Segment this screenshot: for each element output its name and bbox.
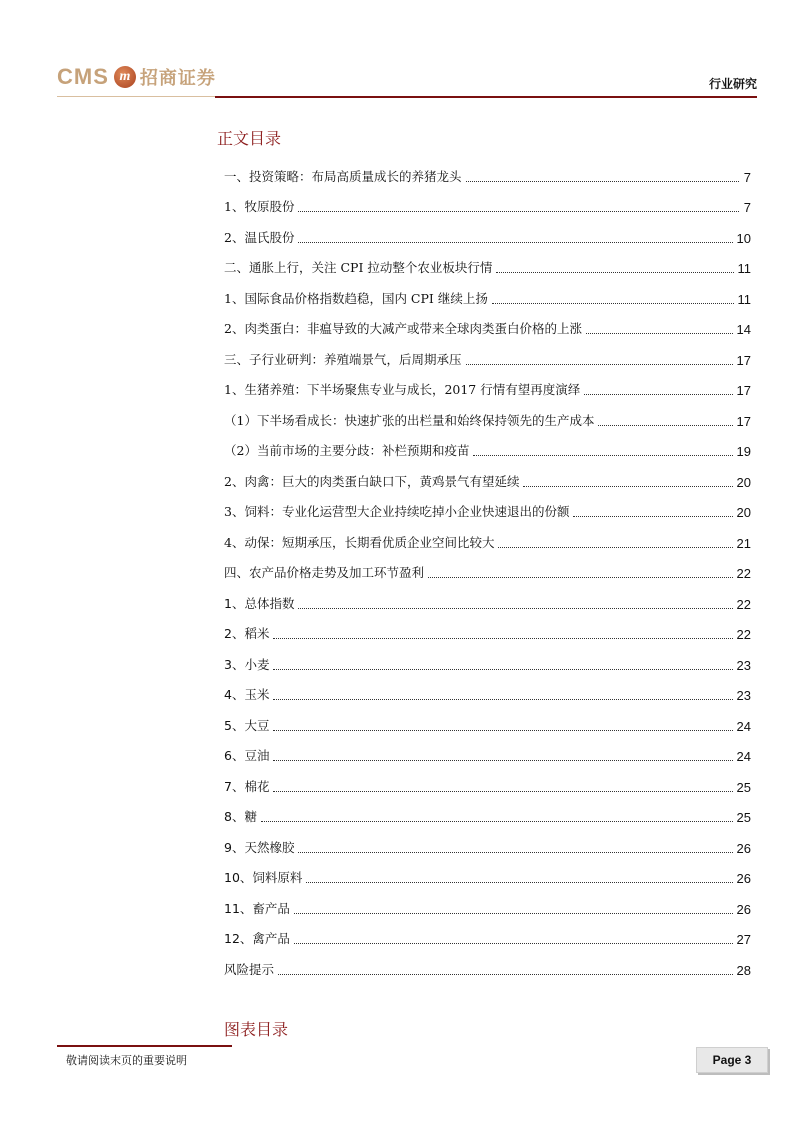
toc-entry-label: 1、生猪养殖：下半场聚焦专业与成长，2017 行情有望再度演绎 — [224, 382, 581, 397]
footer-disclaimer: 敬请阅读末页的重要说明 — [66, 1054, 187, 1067]
toc-dot-leader — [473, 455, 732, 456]
toc-dot-leader — [428, 577, 733, 578]
toc-entry[interactable] — [224, 553, 751, 584]
toc-entry-page: 20 — [736, 474, 751, 490]
toc-dot-leader — [466, 181, 739, 182]
toc-dot-leader — [298, 211, 739, 212]
toc-entry[interactable] — [224, 492, 751, 523]
toc-entry[interactable] — [224, 797, 751, 828]
toc-entry[interactable] — [224, 217, 751, 248]
toc-entry-label: 二、通胀上行，关注 CPI 拉动整个农业板块行情 — [224, 260, 493, 275]
toc-title: 正文目录 — [217, 129, 282, 148]
toc-entry-page: 7 — [743, 200, 751, 215]
toc-dot-leader — [273, 730, 732, 731]
toc-entry-label: 1、总体指数 — [224, 595, 295, 611]
toc-entry[interactable] — [224, 309, 751, 340]
toc-entry-page: 25 — [736, 810, 751, 825]
toc-entry-label: （1）下半场看成长：快速扩张的出栏量和始终保持领先的生产成本 — [224, 412, 595, 428]
toc-entry-label: 2、稻米 — [224, 626, 270, 641]
toc-dot-leader — [496, 272, 733, 273]
toc-entry[interactable] — [224, 431, 751, 462]
logo-chinese: 招商证券 — [139, 68, 216, 89]
toc-entry-label: 1、牧原股份 — [224, 199, 295, 214]
toc-entry-page: 26 — [736, 871, 751, 886]
figures-toc-title: 图表目录 — [224, 1020, 289, 1039]
toc-entry[interactable] — [224, 370, 751, 401]
toc-entry[interactable] — [224, 858, 751, 889]
toc-entry[interactable] — [224, 736, 751, 767]
toc-dot-leader — [492, 303, 734, 304]
toc-entry-page: 11 — [737, 261, 751, 276]
toc-entry-label: 三、子行业研判：养殖端景气，后周期承压 — [224, 351, 462, 367]
toc-entry[interactable] — [224, 248, 751, 279]
toc-entry-page: 20 — [736, 505, 751, 520]
toc-entry[interactable] — [224, 400, 751, 431]
toc-entry[interactable] — [224, 614, 751, 645]
toc-dot-leader — [273, 699, 732, 700]
toc-entry-label: 9、天然橡胶 — [224, 839, 295, 855]
toc-entry-label: 1、国际食品价格指数趋稳，国内 CPI 继续上扬 — [224, 290, 488, 306]
toc-entry-page: 22 — [736, 596, 751, 612]
toc-entry-label: 11、畜产品 — [224, 900, 290, 916]
toc-dot-leader — [278, 974, 733, 975]
toc-entry-label: 3、小麦 — [224, 656, 270, 672]
toc-entry-page: 11 — [737, 291, 751, 307]
toc-entry[interactable] — [224, 644, 751, 675]
toc-entry-page: 17 — [736, 383, 751, 398]
toc-entry-page: 25 — [736, 779, 751, 795]
toc-entry-label: 四、农产品价格走势及加工环节盈利 — [224, 565, 425, 580]
toc-dot-leader — [586, 333, 733, 334]
toc-entry-label: 4、玉米 — [224, 687, 270, 702]
toc-dot-leader — [273, 760, 732, 761]
header-divider-left — [57, 96, 215, 97]
page-header — [0, 0, 793, 100]
toc-entry-page: 17 — [736, 413, 751, 429]
toc-entry[interactable] — [224, 583, 751, 614]
toc-entry[interactable] — [224, 187, 751, 218]
toc-dot-leader — [598, 425, 732, 426]
toc-entry-page: 7 — [743, 169, 751, 185]
toc-entry-label: 3、饲料：专业化运营型大企业持续吃掉小企业快速退出的份额 — [224, 504, 570, 519]
toc-dot-leader — [273, 791, 732, 792]
footer-divider — [57, 1045, 232, 1047]
toc-entry-label: （2）当前市场的主要分歧：补栏预期和疫苗 — [224, 443, 470, 458]
toc-entry[interactable] — [224, 461, 751, 492]
toc-entry-label: 5、大豆 — [224, 717, 270, 733]
table-of-contents — [224, 156, 751, 980]
toc-entry-page: 14 — [736, 322, 751, 337]
toc-dot-leader — [573, 516, 732, 517]
toc-entry[interactable] — [224, 766, 751, 797]
toc-entry-page: 24 — [736, 749, 751, 764]
logo-mark-icon: m — [114, 66, 136, 88]
toc-dot-leader — [466, 364, 733, 365]
toc-entry[interactable] — [224, 705, 751, 736]
toc-entry-label: 7、棉花 — [224, 778, 270, 794]
toc-entry-page: 21 — [736, 535, 751, 551]
toc-entry-page: 23 — [736, 688, 751, 703]
toc-dot-leader — [498, 547, 732, 548]
toc-entry-label: 2、温氏股份 — [224, 229, 295, 245]
company-logo — [57, 60, 216, 94]
toc-dot-leader — [584, 394, 732, 395]
toc-entry-label: 6、豆油 — [224, 748, 270, 763]
toc-entry[interactable] — [224, 888, 751, 919]
toc-dot-leader — [294, 943, 733, 944]
toc-entry[interactable] — [224, 919, 751, 950]
toc-entry-page: 22 — [736, 566, 751, 581]
document-type: 行业研究 — [708, 77, 757, 91]
toc-entry-label: 风险提示 — [224, 961, 275, 977]
toc-entry-label: 10、饲料原料 — [224, 870, 303, 885]
toc-entry-page: 28 — [736, 962, 751, 978]
toc-entry-page: 10 — [736, 230, 751, 246]
toc-entry[interactable] — [224, 522, 751, 553]
toc-entry-page: 27 — [736, 932, 751, 947]
toc-dot-leader — [306, 882, 732, 883]
toc-entry[interactable] — [224, 827, 751, 858]
toc-dot-leader — [298, 608, 732, 609]
toc-dot-leader — [298, 242, 732, 243]
toc-entry[interactable] — [224, 278, 751, 309]
toc-entry[interactable] — [224, 156, 751, 187]
toc-entry-page: 23 — [736, 657, 751, 673]
toc-entry-page: 17 — [736, 352, 751, 368]
toc-dot-leader — [298, 852, 732, 853]
toc-entry-page: 24 — [736, 718, 751, 734]
toc-entry-page: 19 — [736, 444, 751, 459]
toc-entry-label: 12、禽产品 — [224, 931, 290, 946]
toc-entry-label: 2、肉禽：巨大的肉类蛋白缺口下，黄鸡景气有望延续 — [224, 473, 520, 489]
toc-dot-leader — [273, 638, 732, 639]
toc-entry[interactable] — [224, 675, 751, 706]
toc-entry-page: 26 — [736, 840, 751, 856]
toc-entry-page: 26 — [736, 901, 751, 917]
toc-dot-leader — [273, 669, 732, 670]
toc-dot-leader — [523, 486, 732, 487]
toc-entry[interactable] — [224, 339, 751, 370]
page-number-badge: Page 3 — [696, 1047, 768, 1073]
toc-dot-leader — [294, 913, 733, 914]
toc-entry[interactable] — [224, 949, 751, 980]
header-divider — [215, 96, 757, 98]
toc-entry-label: 一、投资策略：布局高质量成长的养猪龙头 — [224, 168, 462, 184]
toc-entry-label: 8、糖 — [224, 809, 257, 824]
toc-entry-label: 4、动保：短期承压，长期看优质企业空间比较大 — [224, 534, 495, 550]
toc-entry-page: 22 — [736, 627, 751, 642]
toc-dot-leader — [261, 821, 733, 822]
logo-latin: CMS — [57, 64, 109, 89]
toc-entry-label: 2、肉类蛋白：非瘟导致的大减产或带来全球肉类蛋白价格的上涨 — [224, 321, 582, 336]
